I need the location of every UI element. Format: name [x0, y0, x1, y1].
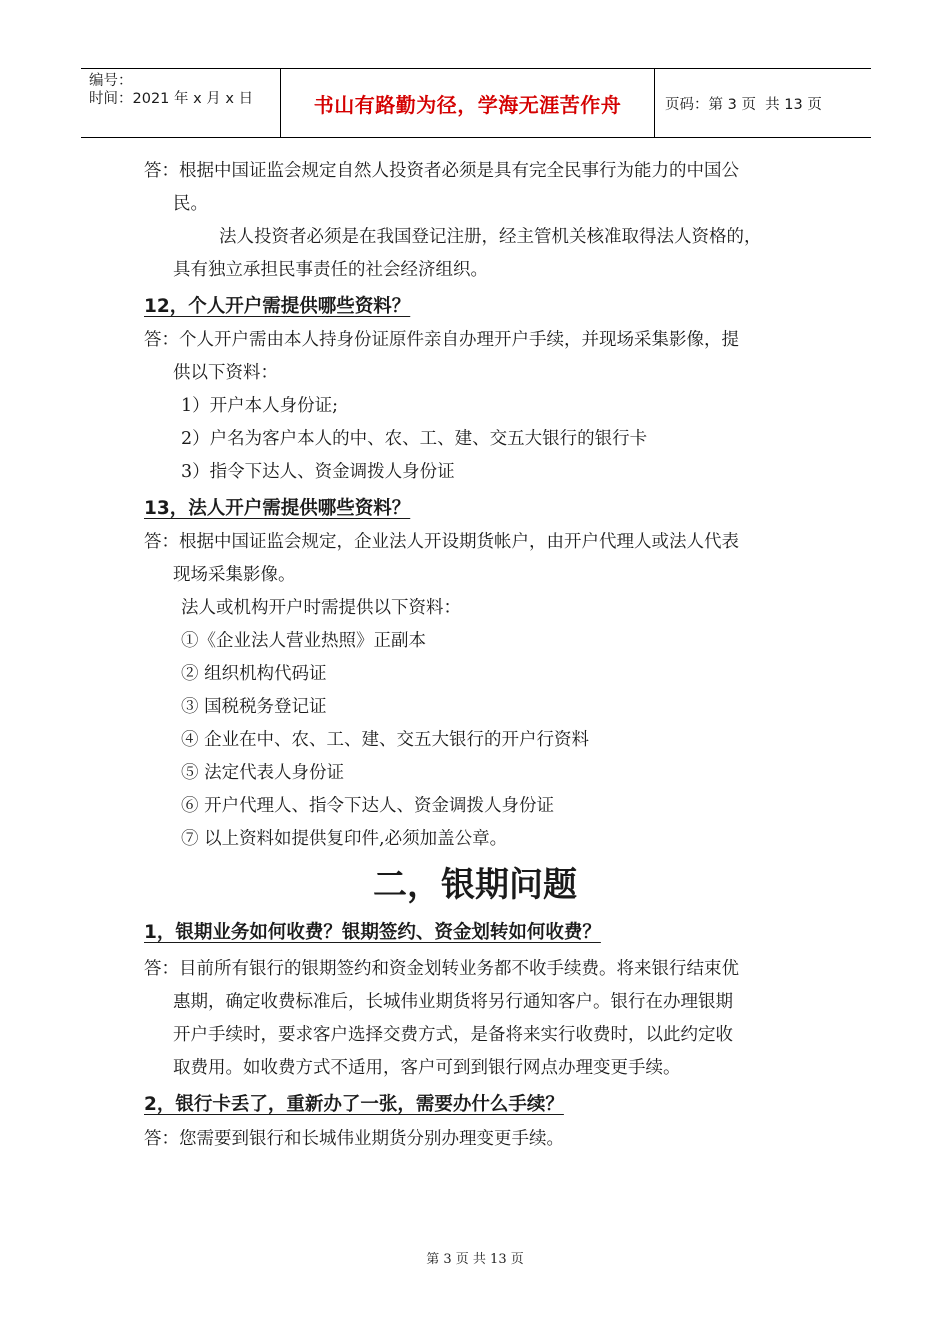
list-item: ⑦ 以上资料如提供复印件,必须加盖公章。: [181, 829, 508, 849]
list-item: 2）户名为客户本人的中、农、工、建、交五大银行的银行卡: [181, 429, 648, 449]
paragraph-line: 惠期，确定收费标准后，长城伟业期货将另行通知客户。银行在办理银期: [173, 992, 733, 1012]
paragraph-line: 现场采集影像。: [173, 565, 296, 585]
list-item: ③ 国税税务登记证: [181, 697, 327, 717]
page-header: [81, 68, 871, 138]
paragraph-line: 法人投资者必须是在我国登记注册，经主管机关核准取得法人资格的，: [219, 227, 762, 247]
question-heading: 13，法人开户需提供哪些资料？: [144, 498, 411, 519]
header-time-label: 时间：2021 年 x 月 x 日: [89, 91, 254, 107]
paragraph-line: 答：您需要到银行和长城伟业期货分别办理变更手续。: [144, 1129, 564, 1149]
list-item: ④ 企业在中、农、工、建、交五大银行的开户行资料: [181, 730, 590, 750]
header-number-label: 编号：: [89, 73, 133, 89]
paragraph-line: 答：个人开户需由本人持身份证原件亲自办理开户手续，并现场采集影像，提: [144, 330, 739, 350]
list-item: ⑤ 法定代表人身份证: [181, 763, 345, 783]
header-motto: 书山有路勤为径，学海无涯苦作舟: [281, 69, 655, 137]
question-heading: 2，银行卡丢了，重新办了一张，需要办什么手续？: [144, 1094, 564, 1115]
paragraph-line: 答：根据中国证监会规定自然人投资者必须是具有完全民事行为能力的中国公: [144, 161, 739, 181]
list-item: ⑥ 开户代理人、指令下达人、资金调拨人身份证: [181, 796, 555, 816]
paragraph-line: 具有独立承担民事责任的社会经济组织。: [173, 260, 488, 280]
paragraph-line: 供以下资料：: [173, 363, 278, 383]
paragraph-line: 法人或机构开户时需提供以下资料：: [181, 598, 461, 618]
header-meta: [81, 69, 281, 137]
header-page-info: [655, 69, 871, 137]
list-item: ①《企业法人营业热照》正副本: [181, 631, 426, 651]
section-title: 二，银期问题: [373, 865, 577, 905]
list-item: ② 组织机构代码证: [181, 664, 327, 684]
list-item: 3）指令下达人、资金调拨人身份证: [181, 462, 455, 482]
paragraph-line: 民。: [173, 194, 208, 214]
paragraph-line: 答：目前所有银行的银期签约和资金划转业务都不收手续费。将来银行结束优: [144, 959, 739, 979]
page-footer: 第 3 页 共 13 页: [426, 1252, 524, 1267]
paragraph-line: 取费用。如收费方式不适用，客户可到到银行网点办理变更手续。: [173, 1058, 681, 1078]
header-page-info-text: 页码：第 3 页 共 13 页: [665, 96, 822, 113]
paragraph-line: 答：根据中国证监会规定，企业法人开设期货帐户，由开户代理人或法人代表: [144, 532, 739, 552]
question-heading: 12，个人开户需提供哪些资料？: [144, 296, 411, 317]
question-heading: 1，银期业务如何收费？银期签约、资金划转如何收费？: [144, 922, 601, 943]
list-item: 1）开户本人身份证;: [181, 396, 339, 416]
paragraph-line: 开户手续时，要求客户选择交费方式，是备将来实行收费时，以此约定收: [173, 1025, 733, 1045]
